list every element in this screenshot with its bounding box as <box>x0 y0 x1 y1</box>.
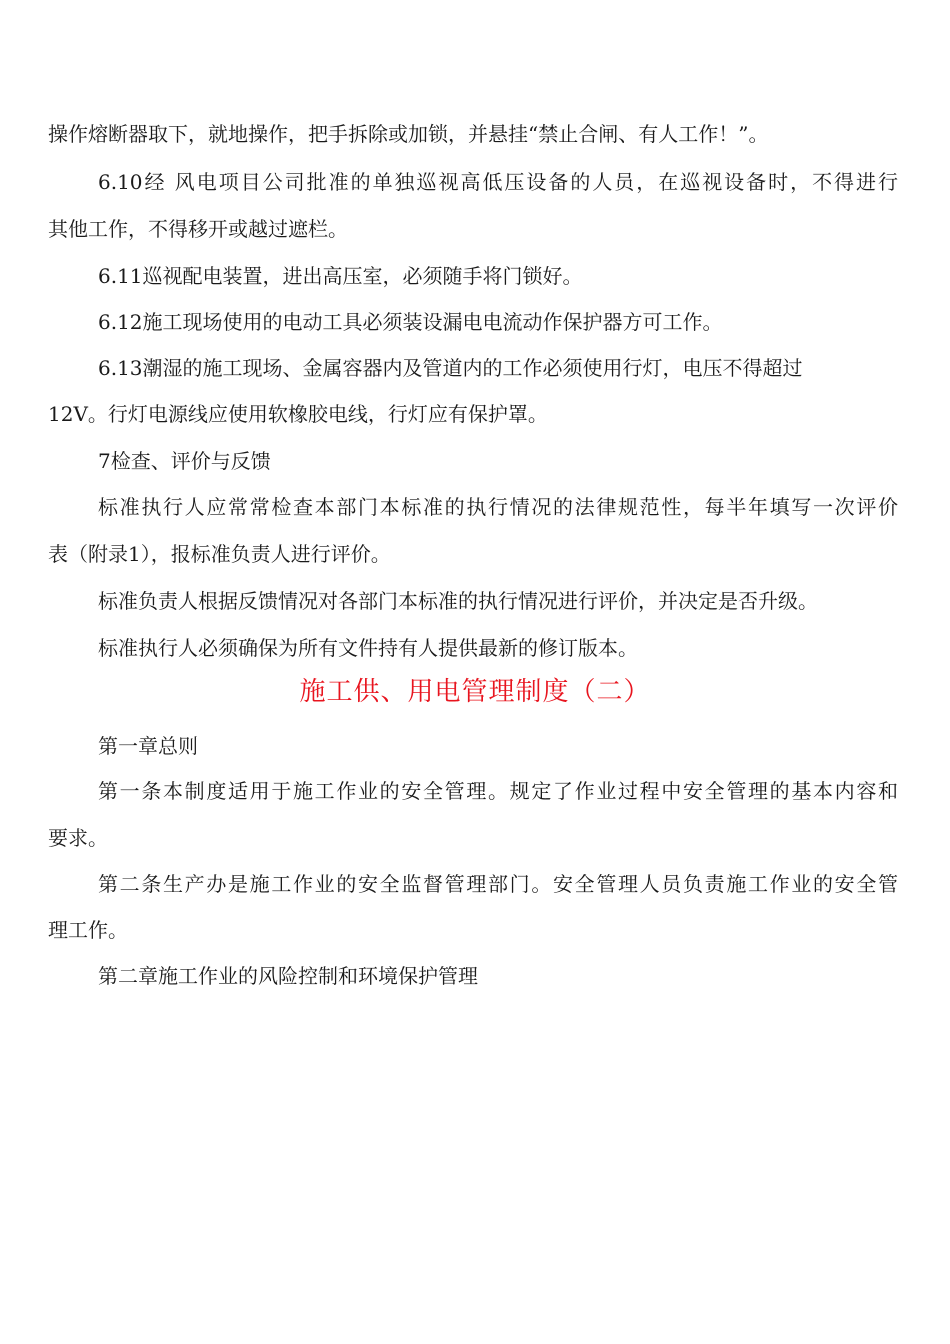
paragraph-line: 表（附录1），报标准负责人进行评价。 <box>48 542 391 566</box>
paragraph-line: 6.11巡视配电装置，进出高压室，必须随手将门锁好。 <box>98 264 583 288</box>
paragraph-line: 其他工作，不得移开或越过遮栏。 <box>48 217 348 241</box>
chapter-heading: 第二章施工作业的风险控制和环境保护管理 <box>98 964 478 988</box>
paragraph-line: 第二条生产办是施工作业的安全监督管理部门。安全管理人员负责施工作业的安全管 <box>98 872 898 896</box>
section-heading: 7检查、评价与反馈 <box>98 449 271 473</box>
paragraph-line: 第一条本制度适用于施工作业的安全管理。规定了作业过程中安全管理的基本内容和 <box>98 779 898 803</box>
paragraph-line: 12V。行灯电源线应使用软橡胶电线，行灯应有保护罩。 <box>48 402 548 426</box>
chapter-heading: 第一章总则 <box>98 734 198 758</box>
paragraph-line: 标准执行人必须确保为所有文件持有人提供最新的修订版本。 <box>98 636 638 660</box>
paragraph-line: 标准负责人根据反馈情况对各部门本标准的执行情况进行评价，并决定是否升级。 <box>98 589 818 613</box>
paragraph-line: 6.12施工现场使用的电动工具必须装设漏电电流动作保护器方可工作。 <box>98 310 723 334</box>
paragraph-line: 6.10经 风电项目公司批准的单独巡视高低压设备的人员，在巡视设备时，不得进行 <box>98 170 898 194</box>
paragraph-line: 操作熔断器取下，就地操作，把手拆除或加锁，并悬挂“禁止合闸、有人工作！”。 <box>48 122 769 146</box>
paragraph-line: 要求。 <box>48 826 108 850</box>
paragraph-line: 理工作。 <box>48 918 128 942</box>
paragraph-line: 6.13潮湿的施工现场、金属容器内及管道内的工作必须使用行灯，电压不得超过 <box>98 356 803 380</box>
document-title: 施工供、用电管理制度（二） <box>299 677 651 707</box>
paragraph-line: 标准执行人应常常检查本部门本标准的执行情况的法律规范性，每半年填写一次评价 <box>98 495 898 519</box>
